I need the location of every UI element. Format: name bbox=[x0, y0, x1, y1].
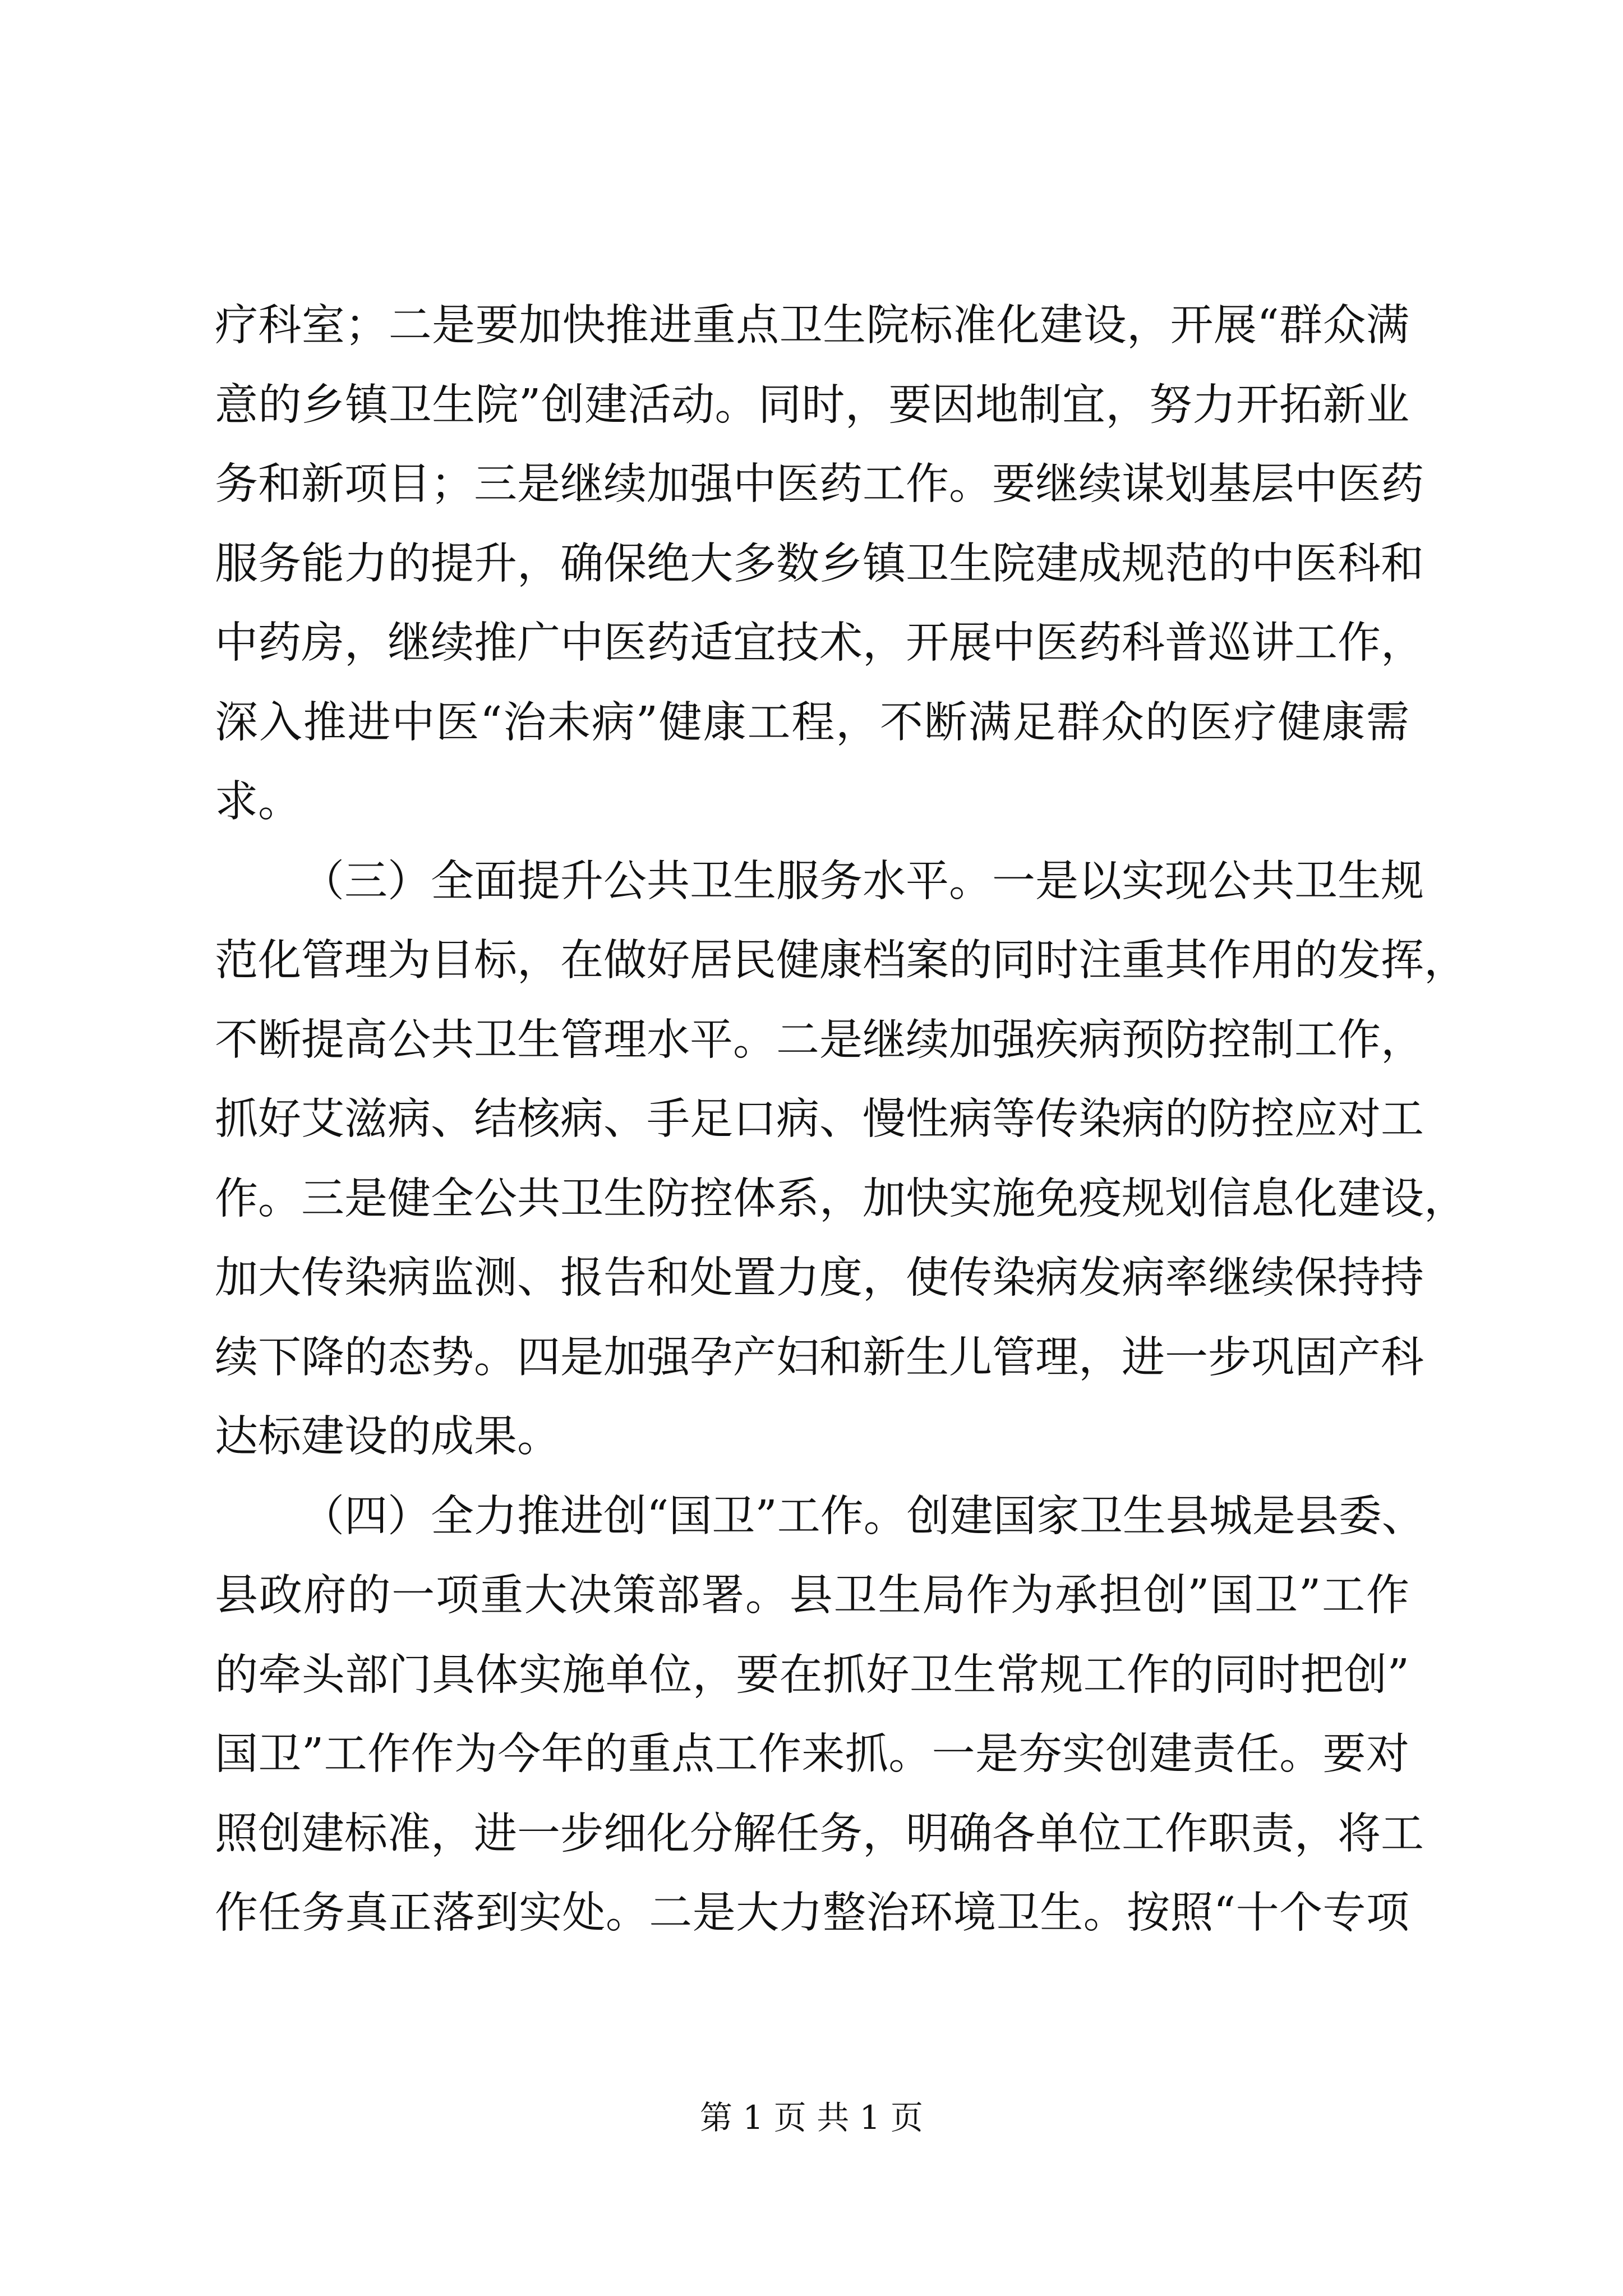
text-line: 求。 bbox=[215, 777, 301, 827]
text-line: 务和新项目；三是继续加强中医药工作。要继续谋划基层中医药 bbox=[215, 459, 1424, 509]
text-line: 不断提高公共卫生管理水平。二是继续加强疾病预防控制工作， bbox=[215, 1015, 1424, 1065]
text-line: 意的乡镇卫生院”创建活动。同时，要因地制宜，努力开拓新业 bbox=[215, 380, 1409, 430]
text-line: 范化管理为目标，在做好居民健康档案的同时注重其作用的发挥， bbox=[215, 936, 1467, 986]
text-line: 加大传染病监测、报告和处置力度，使传染病发病率继续保持持 bbox=[215, 1253, 1424, 1303]
text-line: 的牵头部门具体实施单位，要在抓好卫生常规工作的同时把创” bbox=[215, 1650, 1409, 1700]
text-line: 达标建设的成果。 bbox=[215, 1412, 560, 1462]
page-footer: 第 1 页 共 1 页 bbox=[700, 2099, 923, 2137]
text-line: 抓好艾滋病、结核病、手足口病、慢性病等传染病的防控应对工 bbox=[215, 1094, 1424, 1144]
text-line: 疗科室；二是要加快推进重点卫生院标准化建设，开展“群众满 bbox=[215, 301, 1409, 351]
text-line: 深入推进中医“治未病”健康工程，不断满足群众的医疗健康需 bbox=[215, 697, 1409, 748]
text-line: （四）全力推进创“国卫”工作。创建国家卫生县城是县委、 bbox=[301, 1491, 1425, 1542]
text-line: 国卫”工作作为今年的重点工作来抓。一是夯实创建责任。要对 bbox=[215, 1729, 1409, 1779]
text-line: （三）全面提升公共卫生服务水平。一是以实现公共卫生规 bbox=[301, 856, 1424, 907]
text-line: 续下降的态势。四是加强孕产妇和新生儿管理，进一步巩固产科 bbox=[215, 1332, 1424, 1383]
text-line: 县政府的一项重大决策部署。县卫生局作为承担创”国卫”工作 bbox=[215, 1571, 1409, 1621]
text-line: 作。三是健全公共卫生防控体系，加快实施免疫规划信息化建设， bbox=[215, 1174, 1467, 1224]
body-text bbox=[215, 286, 1467, 1953]
text-line: 服务能力的提升，确保绝大多数乡镇卫生院建成规范的中医科和 bbox=[215, 539, 1424, 589]
text-line: 中药房，继续推广中医药适宜技术，开展中医药科普巡讲工作， bbox=[215, 618, 1424, 668]
text-line: 照创建标准，进一步细化分解任务，明确各单位工作职责，将工 bbox=[215, 1809, 1424, 1859]
text-line: 作任务真正落到实处。二是大力整治环境卫生。按照“十个专项 bbox=[215, 1888, 1409, 1938]
